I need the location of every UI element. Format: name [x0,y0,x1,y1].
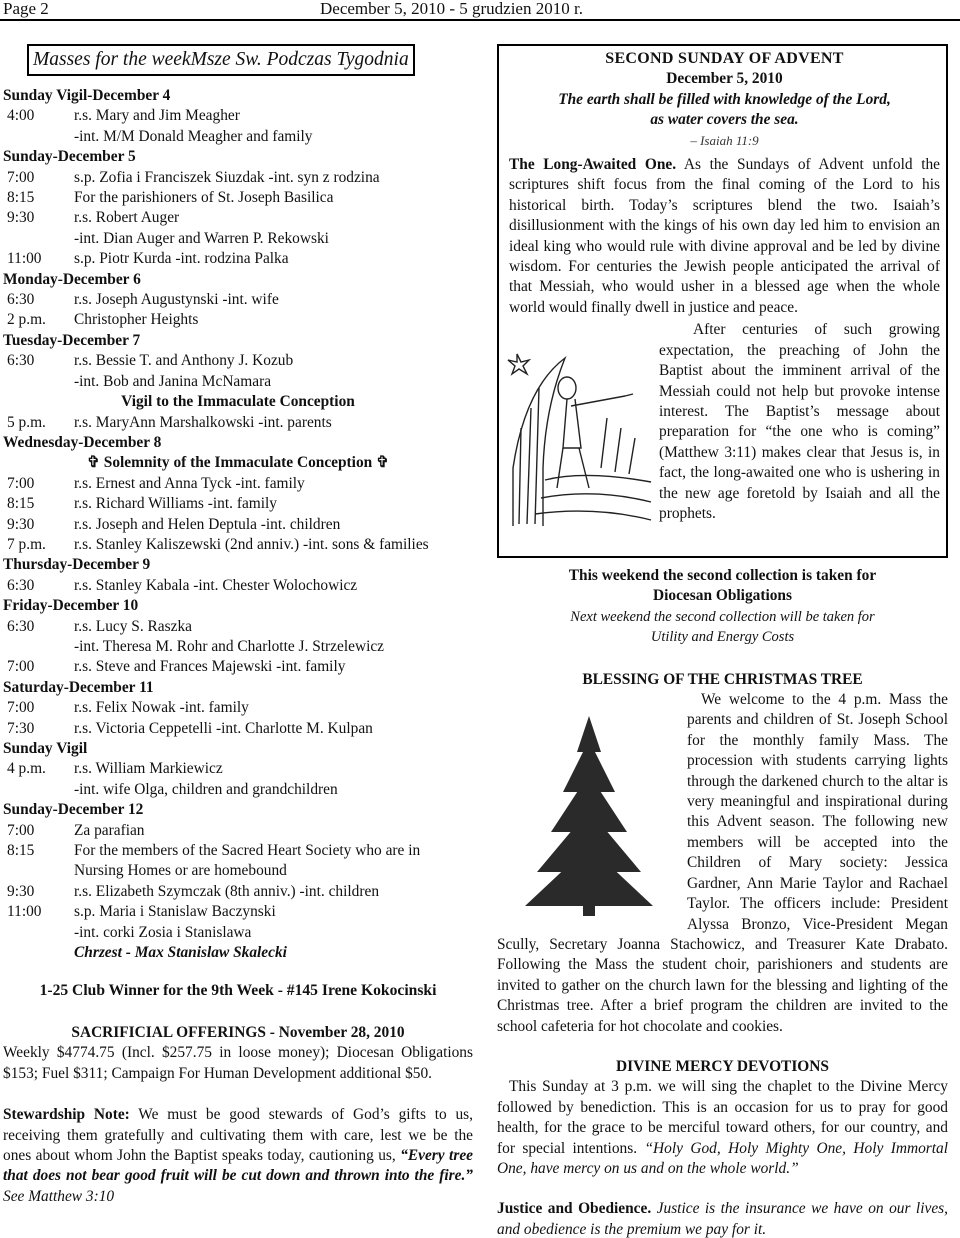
mass-intention: r.s. Ernest and Anna Tyck -int. family [74,474,305,492]
mass-row [3,188,473,208]
mass-time: 8:15 [7,842,35,860]
mass-row [3,943,473,963]
mass-time: 5 p.m. [7,413,46,431]
mass-intention: r.s. Richard Williams -int. family [74,495,277,513]
mass-row [3,902,473,922]
stewardship-quote: “Every tree that does not bear good fruit will be cut down and thrown into the fire.” [3,1146,473,1185]
mass-intention: For the parishioners of St. Joseph Basilica [74,189,334,207]
mass-row [3,617,473,637]
mass-row [3,719,473,739]
mass-time: 6:30 [7,352,35,370]
mass-day-heading: Friday-December 10 [3,597,139,615]
mass-time: 8:15 [7,495,35,513]
mass-row [3,168,473,188]
right-column [497,44,948,1238]
mass-time: 4:00 [7,107,35,125]
mass-row [3,923,473,943]
mass-intention: r.s. Lucy S. Raszka [74,617,192,635]
mass-row [3,310,473,330]
mass-time: 7:00 [7,699,35,717]
mass-row [3,413,473,433]
mass-intention: r.s. Mary and Jim Meagher [74,107,240,125]
mass-day-heading: Wednesday-December 8 [3,433,162,451]
advent-verse-2: as water covers the sea. [650,111,799,129]
collection-next-2: Utility and Energy Costs [650,629,795,646]
mass-row [3,208,473,228]
header-rule [0,19,960,21]
mass-row [3,515,473,535]
mass-time: 2 p.m. [7,311,46,329]
mass-time: 11:00 [7,903,42,921]
advent-verse-1: The earth shall be filled with knowledge of the Lord, [558,90,891,108]
mass-intention: r.s. Joseph and Helen Deptula -int. children [74,515,341,533]
mass-time: 6:30 [7,576,35,594]
mass-time: 4 p.m. [7,760,46,778]
stewardship-note [3,1105,473,1207]
christmas-tree-image [497,712,683,918]
divine-text: This Sunday at 3 p.m. we will sing the chaplet to the Divine Mercy followed by benediction. This is an occasion for us to pray for good health, for the grace to be merciful toward others, for our country, and for special intentions. [497,1078,948,1157]
stewardship-body: We must be good stewards of God’s gifts to us, receiving them gratefully and cultivating them with care, lest we be the ones about whom John the Baptist speaks today, cautioning us, [3,1106,473,1164]
mass-intention: s.p. Piotr Kurda -int. rodzina Palka [74,250,289,268]
mass-time: 9:30 [7,515,35,533]
mass-time: 7:00 [7,821,35,839]
mass-intention: r.s. Robert Auger [74,209,180,227]
mass-row [3,351,473,371]
mass-row [3,882,473,902]
mass-row [3,861,473,881]
page-header [0,0,960,20]
collection-notice [497,566,948,648]
mass-day-heading: Sunday-December 5 [3,148,136,166]
mass-time [3,372,74,392]
mass-time [3,637,74,657]
mass-time: 8:15 [7,189,35,207]
mass-intention: r.s. Felix Nowak -int. family [74,699,249,717]
mass-time [3,127,74,147]
mass-row [3,657,473,677]
stewardship-label: Stewardship Note: [3,1106,130,1124]
mass-row [3,372,473,392]
mass-day-heading: Sunday-December 12 [3,801,144,819]
page-number: Page 2 [3,0,49,18]
john-baptist-illustration [505,348,653,528]
mass-intention: r.s. William Markiewicz [74,760,223,778]
mass-intention: For the members of the Sacred Heart Society who are in [74,842,421,860]
mass-intention: -int. Bob and Janina McNamara [74,372,272,390]
mass-intention: -int. Theresa M. Rohr and Charlotte J. Strzelewicz [74,637,385,655]
mass-row [3,127,473,147]
mass-day-heading: Monday-December 6 [3,270,141,288]
mass-row [3,841,473,861]
sacrificial-body: Weekly $4774.75 (Incl. $257.75 in loose money); Diocesan Obligations $153; Fuel $311; Campaign For Human Development additional $50. [3,1044,473,1082]
collection-next-1: Next weekend the second collection will be taken for [570,608,875,625]
advent-body [509,155,940,318]
mass-row [3,494,473,514]
mass-intention: r.s. Steve and Frances Majewski -int. family [74,658,346,676]
blessing-body: We welcome to the 4 p.m. Mass the parents and children of St. Joseph School for the monthly family Mass. The procession with students carrying lights through the darkened church to the altar is very meaningful and inspirational during this Advent season. The following new members will be accepted into the Children of Mary society: Jessica Gardner, Ann Marie Taylor and Rachael Taylor. The officers include: President Alyssa Bronzo, Vice-President Megan Scully, Secretary Joanna Stachowicz, and Treasurer Kate Drabato. Following the Mass the student choir, parishioners and students are invited to gather on the church lawn for the blessing and lighting of the Christmas tree. After a brief program the children are invited to the school cafeteria for hot chocolate and cookies. [497,691,948,1035]
mass-intention: -int. M/M Donald Meagher and family [74,127,313,145]
mass-time [3,861,74,881]
mass-intention: r.s. Stanley Kaliszewski (2nd anniv.) -int. sons & families [74,535,429,553]
mass-time: 9:30 [7,209,35,227]
mass-time: 7:30 [7,719,35,737]
divine-mercy-heading: DIVINE MERCY DEVOTIONS [616,1057,829,1075]
mass-intention: s.p. Zofia i Franciszek Siuzdak -int. syn z rodzina [74,168,380,186]
advent-text: As the Sundays of Advent unfold the scriptures shift focus from the final coming of the Lord to his historical birth. Today’s scriptures blend the two. Isaiah’s disillusionment with the kings of his own day led him to envision an ideal king who would rule with divine approval and be led by divine wisdom. For centuries the Jewish people anticipated the arrival of that Messiah, who would usher in a blessed age when the whole world would finally dwell in justice and peace. [509,156,940,316]
left-column [3,44,473,1207]
mass-intention: r.s. Elizabeth Szymczak (8th anniv.) -int. children [74,882,380,900]
mass-feast-heading: ✞ Solemnity of the Immaculate Conception ✞ [87,454,389,472]
mass-feast-heading: Vigil to the Immaculate Conception [121,393,355,411]
mass-row [3,821,473,841]
divine-quote: “Holy God, Holy Mighty One, Holy Immortal One, have mercy on us and on the whole world.” [497,1139,948,1177]
mass-day-heading: Saturday-December 11 [3,678,154,696]
stewardship-ref: See Matthew 3:10 [3,1187,115,1205]
blessing-section [497,690,948,1037]
advent-citation: – Isaiah 11:9 [690,132,759,148]
mass-row [3,290,473,310]
mass-row [3,780,473,800]
mass-intention: r.s. Stanley Kabala -int. Chester Wolochowicz [74,576,358,594]
mass-row [3,249,473,269]
mass-intention: r.s. Joseph Augustynski -int. wife [74,291,279,309]
advent-date: December 5, 2010 [666,70,783,88]
mass-day-heading: Sunday Vigil-December 4 [3,87,171,104]
mass-row [3,106,473,126]
mass-time: 7 p.m. [7,535,46,553]
justice-note [497,1199,948,1238]
sacrificial-heading: SACRIFICIAL OFFERINGS - November 28, 2010 [71,1023,405,1041]
mass-intention: -int. corki Zosia i Stanislawa [74,923,252,941]
mass-intention: r.s. MaryAnn Marshalkowski -int. parents [74,413,332,431]
mass-time [3,229,74,249]
advent-box [497,44,948,558]
mass-row [3,535,473,555]
mass-time: 6:30 [7,617,35,635]
mass-intention: r.s. Victoria Ceppetelli -int. Charlotte M. Kulpan [74,719,373,737]
collection-line-2: Diocesan Obligations [653,587,792,605]
mass-intention: r.s. Bessie T. and Anthony J. Kozub [74,352,294,370]
header-date: December 5, 2010 - 5 grudzien 2010 r. [320,0,583,18]
mass-schedule [3,86,473,963]
mass-time: 6:30 [7,291,35,309]
advent-title: SECOND SUNDAY OF ADVENT [605,50,844,67]
collection-line-1: This weekend the second collection is taken for [568,567,877,584]
advent-lead: The Long-Awaited One. [509,156,677,174]
mass-time [3,943,74,963]
mass-day-heading: Tuesday-December 7 [3,331,141,349]
mass-time: 7:00 [7,168,35,186]
mass-row [3,759,473,779]
mass-row [3,576,473,596]
justice-label: Justice and Obedience. [497,1200,652,1218]
mass-row [3,698,473,718]
mass-intention: Nursing Homes or are homebound [74,862,287,880]
mass-row [3,229,473,249]
mass-intention: -int. wife Olga, children and grandchildren [74,780,338,798]
blessing-heading: BLESSING OF THE CHRISTMAS TREE [582,670,863,688]
mass-day-heading: Thursday-December 9 [3,556,151,574]
mass-time: 11:00 [7,250,42,268]
mass-time: 7:00 [7,658,35,676]
mass-time: 9:30 [7,882,35,900]
mass-time [3,780,74,800]
mass-intention: Za parafian [74,821,145,839]
club-winner: 1-25 Club Winner for the 9th Week - #145 Irene Kokocinski [39,982,437,1000]
mass-day-heading: Sunday Vigil [3,740,88,757]
mass-row [3,637,473,657]
mass-intention: Chrzest - Max Stanislaw Skalecki [74,944,287,962]
mass-intention: -int. Dian Auger and Warren P. Rekowski [74,229,329,247]
mass-time [3,923,74,943]
mass-intention: s.p. Maria i Stanislaw Baczynski [74,903,276,921]
mass-row [3,474,473,494]
advent-body-2: After centuries of such growing expectation, the preaching of John the Baptist about the imminent arrival of the Messiah could not help but provoke intense interest. The Baptist’s message about preparation for “the one who is coming” (Matthew 3:11) makes clear that Jesus is, in fact, the long-awaited one who is ushering in the new age foretold by Isaiah and all the prophets. [659,321,940,522]
mass-intention: Christopher Heights [74,311,199,329]
mass-time: 7:00 [7,474,35,492]
justice-body: Justice is the insurance we have on our lives, and obedience is the premium we pay for it. [497,1200,948,1238]
divine-mercy-body [497,1077,948,1179]
masses-title: Masses for the weekMsze Sw. Podczas Tygodnia [27,44,415,76]
